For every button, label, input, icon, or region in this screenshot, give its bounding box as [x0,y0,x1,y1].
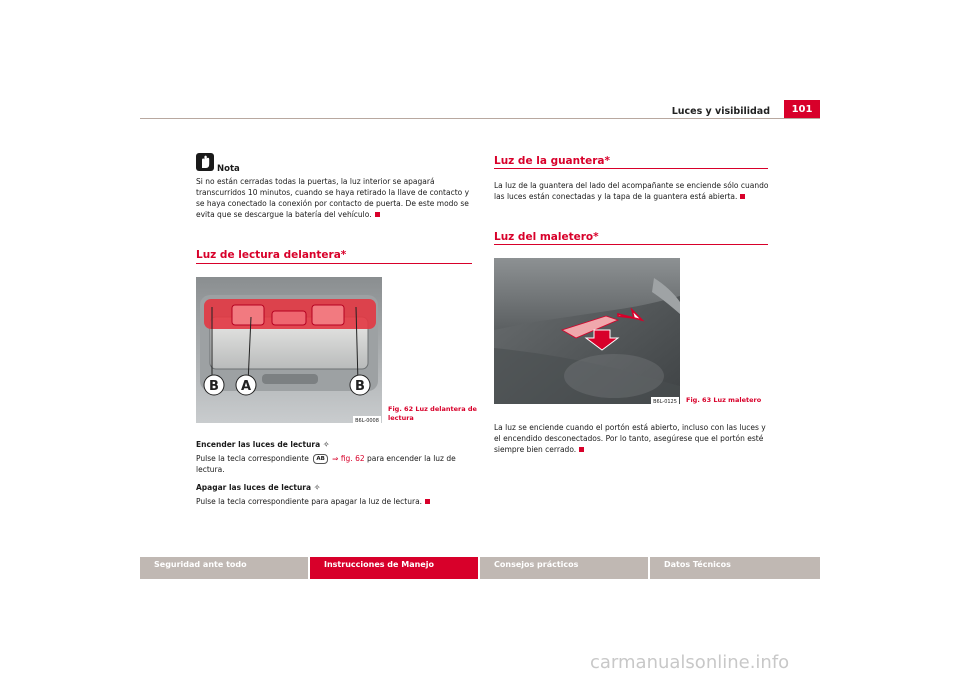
header-rule [140,118,820,119]
note-hand-icon [196,153,214,171]
svg-text:B6L-0125: B6L-0125 [653,399,677,404]
figure-62-reading-light-image [196,277,382,423]
page-number: 101 [784,100,820,119]
turn-off-text [196,496,476,507]
turn-on-text [196,453,476,475]
reading-light-icon: ✧ [313,483,321,492]
figure-62-link[interactable]: ⇒ fig. 62 [332,454,365,463]
button-ab-badge: AB [313,454,327,464]
subheading-turn-off [196,482,476,493]
turn-on-text-post: para encender la luz de lectura. [196,454,456,474]
figure-62-caption: Fig. 62 Luz delantera de lectura [388,405,477,422]
svg-text:B: B [209,379,219,394]
watermark-text: carmanualsonline.info [590,652,790,673]
figure-63-caption: Fig. 63 Luz maletero [686,396,762,404]
page-header-title: Luces y visibilidad [671,106,770,117]
section-title-reading-light: Luz de lectura delantera* [196,249,347,261]
end-of-section-mark [579,447,584,452]
end-of-section-mark [425,499,430,504]
trunk-light-text [494,422,770,455]
footer-tab-technical-data[interactable]: Datos Técnicos [650,557,820,579]
reading-light-instructions [196,439,476,507]
end-of-section-mark [375,212,380,217]
footer-tab-operating-instructions[interactable]: Instrucciones de Manejo [310,557,478,579]
section-title-trunk-light: Luz del maletero* [494,231,599,243]
svg-text:B: B [355,379,365,394]
section-title-glovebox-light: Luz de la guantera* [494,155,611,167]
glovebox-light-text [494,180,770,202]
section-rule-trunk-light [494,244,768,245]
glovebox-light-body: La luz de la guantera del lado del acompañante se enciende sólo cuando las luces están conectadas y la tapa de la guantera está abierta. [494,181,769,201]
subheading-turn-off-text: Apagar las luces de lectura [196,483,312,492]
reading-light-icon: ✧ [322,440,330,449]
note-title: Nota [217,164,240,174]
svg-text:B6L-0008: B6L-0008 [355,418,379,423]
end-of-section-mark [740,194,745,199]
trunk-light-body: La luz se enciende cuando el portón está abierto, incluso con las luces y el encendido desconectados. Por lo tanto, asegúrese que el portón esté siempre bien cerrado. [494,423,766,454]
subheading-turn-on [196,439,476,450]
subheading-turn-on-text: Encender las luces de lectura [196,440,321,449]
footer-tab-safety[interactable]: Seguridad ante todo [140,557,308,579]
svg-text:A: A [240,379,252,394]
footer-tab-practical-tips[interactable]: Consejos prácticos [480,557,648,579]
section-rule-reading-light [196,263,472,264]
note-text: Si no están cerradas todas la puertas, la luz interior se apagará transcurridos 10 minutos, cuando se haya retirado la llave de contacto y se haya conectado la conexión por contacto de puerta. De este modo se evita que se descargue la batería del vehículo. [196,177,470,219]
figure-63-trunk-light-image [494,258,680,404]
note-body [196,176,472,220]
turn-off-text-body: Pulse la tecla correspondiente para apagar la luz de lectura. [196,497,423,506]
turn-on-text-pre: Pulse la tecla correspondiente [196,454,309,463]
section-rule-glovebox-light [494,168,768,169]
